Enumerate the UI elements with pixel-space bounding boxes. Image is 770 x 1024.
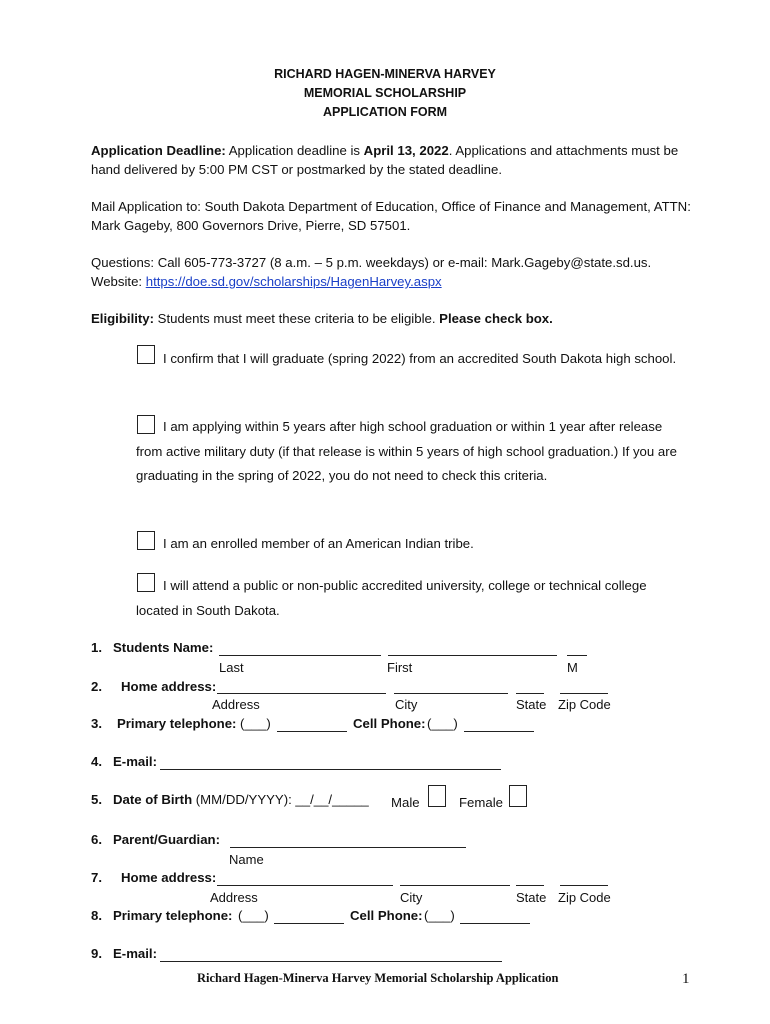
q5-number: 5. xyxy=(91,792,102,807)
mail-paragraph: Mail Application to: South Dakota Department of Education, Office of Finance and Management, ATTN: Mark Gageby, 800 Governors Drive, Pierre, SD 57501. xyxy=(91,199,691,233)
website-link[interactable]: https://doe.sd.gov/scholarships/HagenHarvey.aspx xyxy=(145,274,442,289)
q2-sub-zip: Zip Code xyxy=(558,697,611,712)
q7-state-field[interactable] xyxy=(516,885,544,886)
criteria-2-text xyxy=(136,415,681,489)
q3-number: 3. xyxy=(91,716,102,731)
q3-area-code-field[interactable]: (___) xyxy=(240,716,271,731)
eligibility-text: Students must meet these criteria to be eligible. xyxy=(154,311,440,326)
q5-dob[interactable] xyxy=(113,792,369,807)
q6-number: 6. xyxy=(91,832,102,847)
q1-middle-initial-field[interactable] xyxy=(567,655,587,656)
title-line-3: APPLICATION FORM xyxy=(322,105,448,119)
q4-number: 4. xyxy=(91,754,102,769)
title-line-1: RICHARD HAGEN-MINERVA HARVEY xyxy=(274,67,496,81)
q9-label: E-mail: xyxy=(113,946,157,961)
q1-number: 1. xyxy=(91,640,102,655)
q1-sub-first: First xyxy=(387,660,413,675)
eligibility-paragraph xyxy=(91,309,691,328)
q3-cell-label: Cell Phone: xyxy=(353,716,426,731)
deadline-text-2: . Applications and attachments must be hand delivered by 5:00 PM CST or postmarked by the stated deadline. xyxy=(91,143,679,177)
q7-address-field[interactable] xyxy=(217,885,393,886)
deadline-paragraph xyxy=(91,141,691,179)
q2-state-field[interactable] xyxy=(516,693,544,694)
q1-label: Students Name: xyxy=(113,640,214,655)
q7-sub-address: Address xyxy=(210,890,258,905)
q3-label: Primary telephone: xyxy=(117,716,237,731)
q5-label: Date of Birth xyxy=(113,792,193,807)
q3-phone-field[interactable] xyxy=(277,731,347,732)
q2-sub-state: State xyxy=(516,697,547,712)
q6-sub-name: Name xyxy=(229,852,264,867)
q6-guardian-name-field[interactable] xyxy=(230,847,466,848)
q2-sub-city: City xyxy=(395,697,418,712)
q4-label: E-mail: xyxy=(113,754,157,769)
q9-email-field[interactable] xyxy=(160,961,502,962)
criteria-3-text xyxy=(136,532,681,557)
q8-area-code-field[interactable]: (___) xyxy=(238,908,269,923)
q7-sub-state: State xyxy=(516,890,547,905)
q2-sub-address: Address xyxy=(212,697,260,712)
criteria-2-label: I am applying within 5 years after high school graduation or within 1 year after release from active military duty (if that release is within 5 years of high school graduation.) If you are graduating in the spring of 2022, you do not need to check this criteria. xyxy=(136,419,677,483)
q2-city-field[interactable] xyxy=(394,693,508,694)
q2-address-field[interactable] xyxy=(217,693,386,694)
q3-cell-phone-field[interactable] xyxy=(464,731,534,732)
q8-cell-label: Cell Phone: xyxy=(350,908,423,923)
criteria-1-text xyxy=(136,347,681,372)
q1-sub-m: M xyxy=(567,660,578,675)
q9-number: 9. xyxy=(91,946,102,961)
eligibility-emphasis: Please check box. xyxy=(439,311,553,326)
q5-female-label: Female xyxy=(459,795,503,810)
q5-format: (MM/DD/YYYY): __/__/_____ xyxy=(192,792,369,807)
q7-sub-zip: Zip Code xyxy=(558,890,611,905)
q4-email-field[interactable] xyxy=(160,769,501,770)
deadline-label: Application Deadline: xyxy=(91,143,226,158)
q1-sub-last: Last xyxy=(219,660,244,675)
criteria-1-label: I confirm that I will graduate (spring 2022) from an accredited South Dakota high school. xyxy=(163,351,677,366)
q7-city-field[interactable] xyxy=(400,885,510,886)
q5-male-checkbox[interactable] xyxy=(428,785,446,807)
q7-number: 7. xyxy=(91,870,102,885)
page-number: 1 xyxy=(682,971,690,987)
q1-first-name-field[interactable] xyxy=(388,655,557,656)
q2-zip-field[interactable] xyxy=(560,693,608,694)
title-line-2: MEMORIAL SCHOLARSHIP xyxy=(303,86,467,100)
q5-male-label: Male xyxy=(391,795,420,810)
q5-female-checkbox[interactable] xyxy=(509,785,527,807)
q2-number: 2. xyxy=(91,679,102,694)
criteria-4-label: I will attend a public or non-public accredited university, college or technical college located in South Dakota. xyxy=(136,578,647,618)
q7-zip-field[interactable] xyxy=(560,885,608,886)
q8-cell-phone-field[interactable] xyxy=(460,923,530,924)
q2-label: Home address: xyxy=(121,679,217,694)
q7-label: Home address: xyxy=(121,870,217,885)
q8-cell-area-code-field[interactable]: (___) xyxy=(424,908,455,923)
criteria-3-label: I am an enrolled member of an American Indian tribe. xyxy=(163,536,474,551)
q7-sub-city: City xyxy=(400,890,423,905)
q8-label: Primary telephone: xyxy=(113,908,233,923)
q8-phone-field[interactable] xyxy=(274,923,344,924)
deadline-date: April 13, 2022 xyxy=(363,143,449,158)
q8-number: 8. xyxy=(91,908,102,923)
deadline-text-1: Application deadline is xyxy=(225,143,364,158)
eligibility-label: Eligibility: xyxy=(91,311,155,326)
questions-paragraph xyxy=(91,253,691,291)
website-label: Website: xyxy=(91,274,146,289)
q3-cell-area-code-field[interactable]: (___) xyxy=(427,716,458,731)
q6-label: Parent/Guardian: xyxy=(113,832,220,847)
q1-last-name-field[interactable] xyxy=(219,655,381,656)
criteria-4-text xyxy=(136,574,681,623)
footer-text: Richard Hagen-Minerva Harvey Memorial Scholarship Application xyxy=(197,971,559,985)
questions-text: Questions: Call 605-773-3727 (8 a.m. – 5 p.m. weekdays) or e-mail: Mark.Gageby@state.sd.us. xyxy=(91,255,652,270)
